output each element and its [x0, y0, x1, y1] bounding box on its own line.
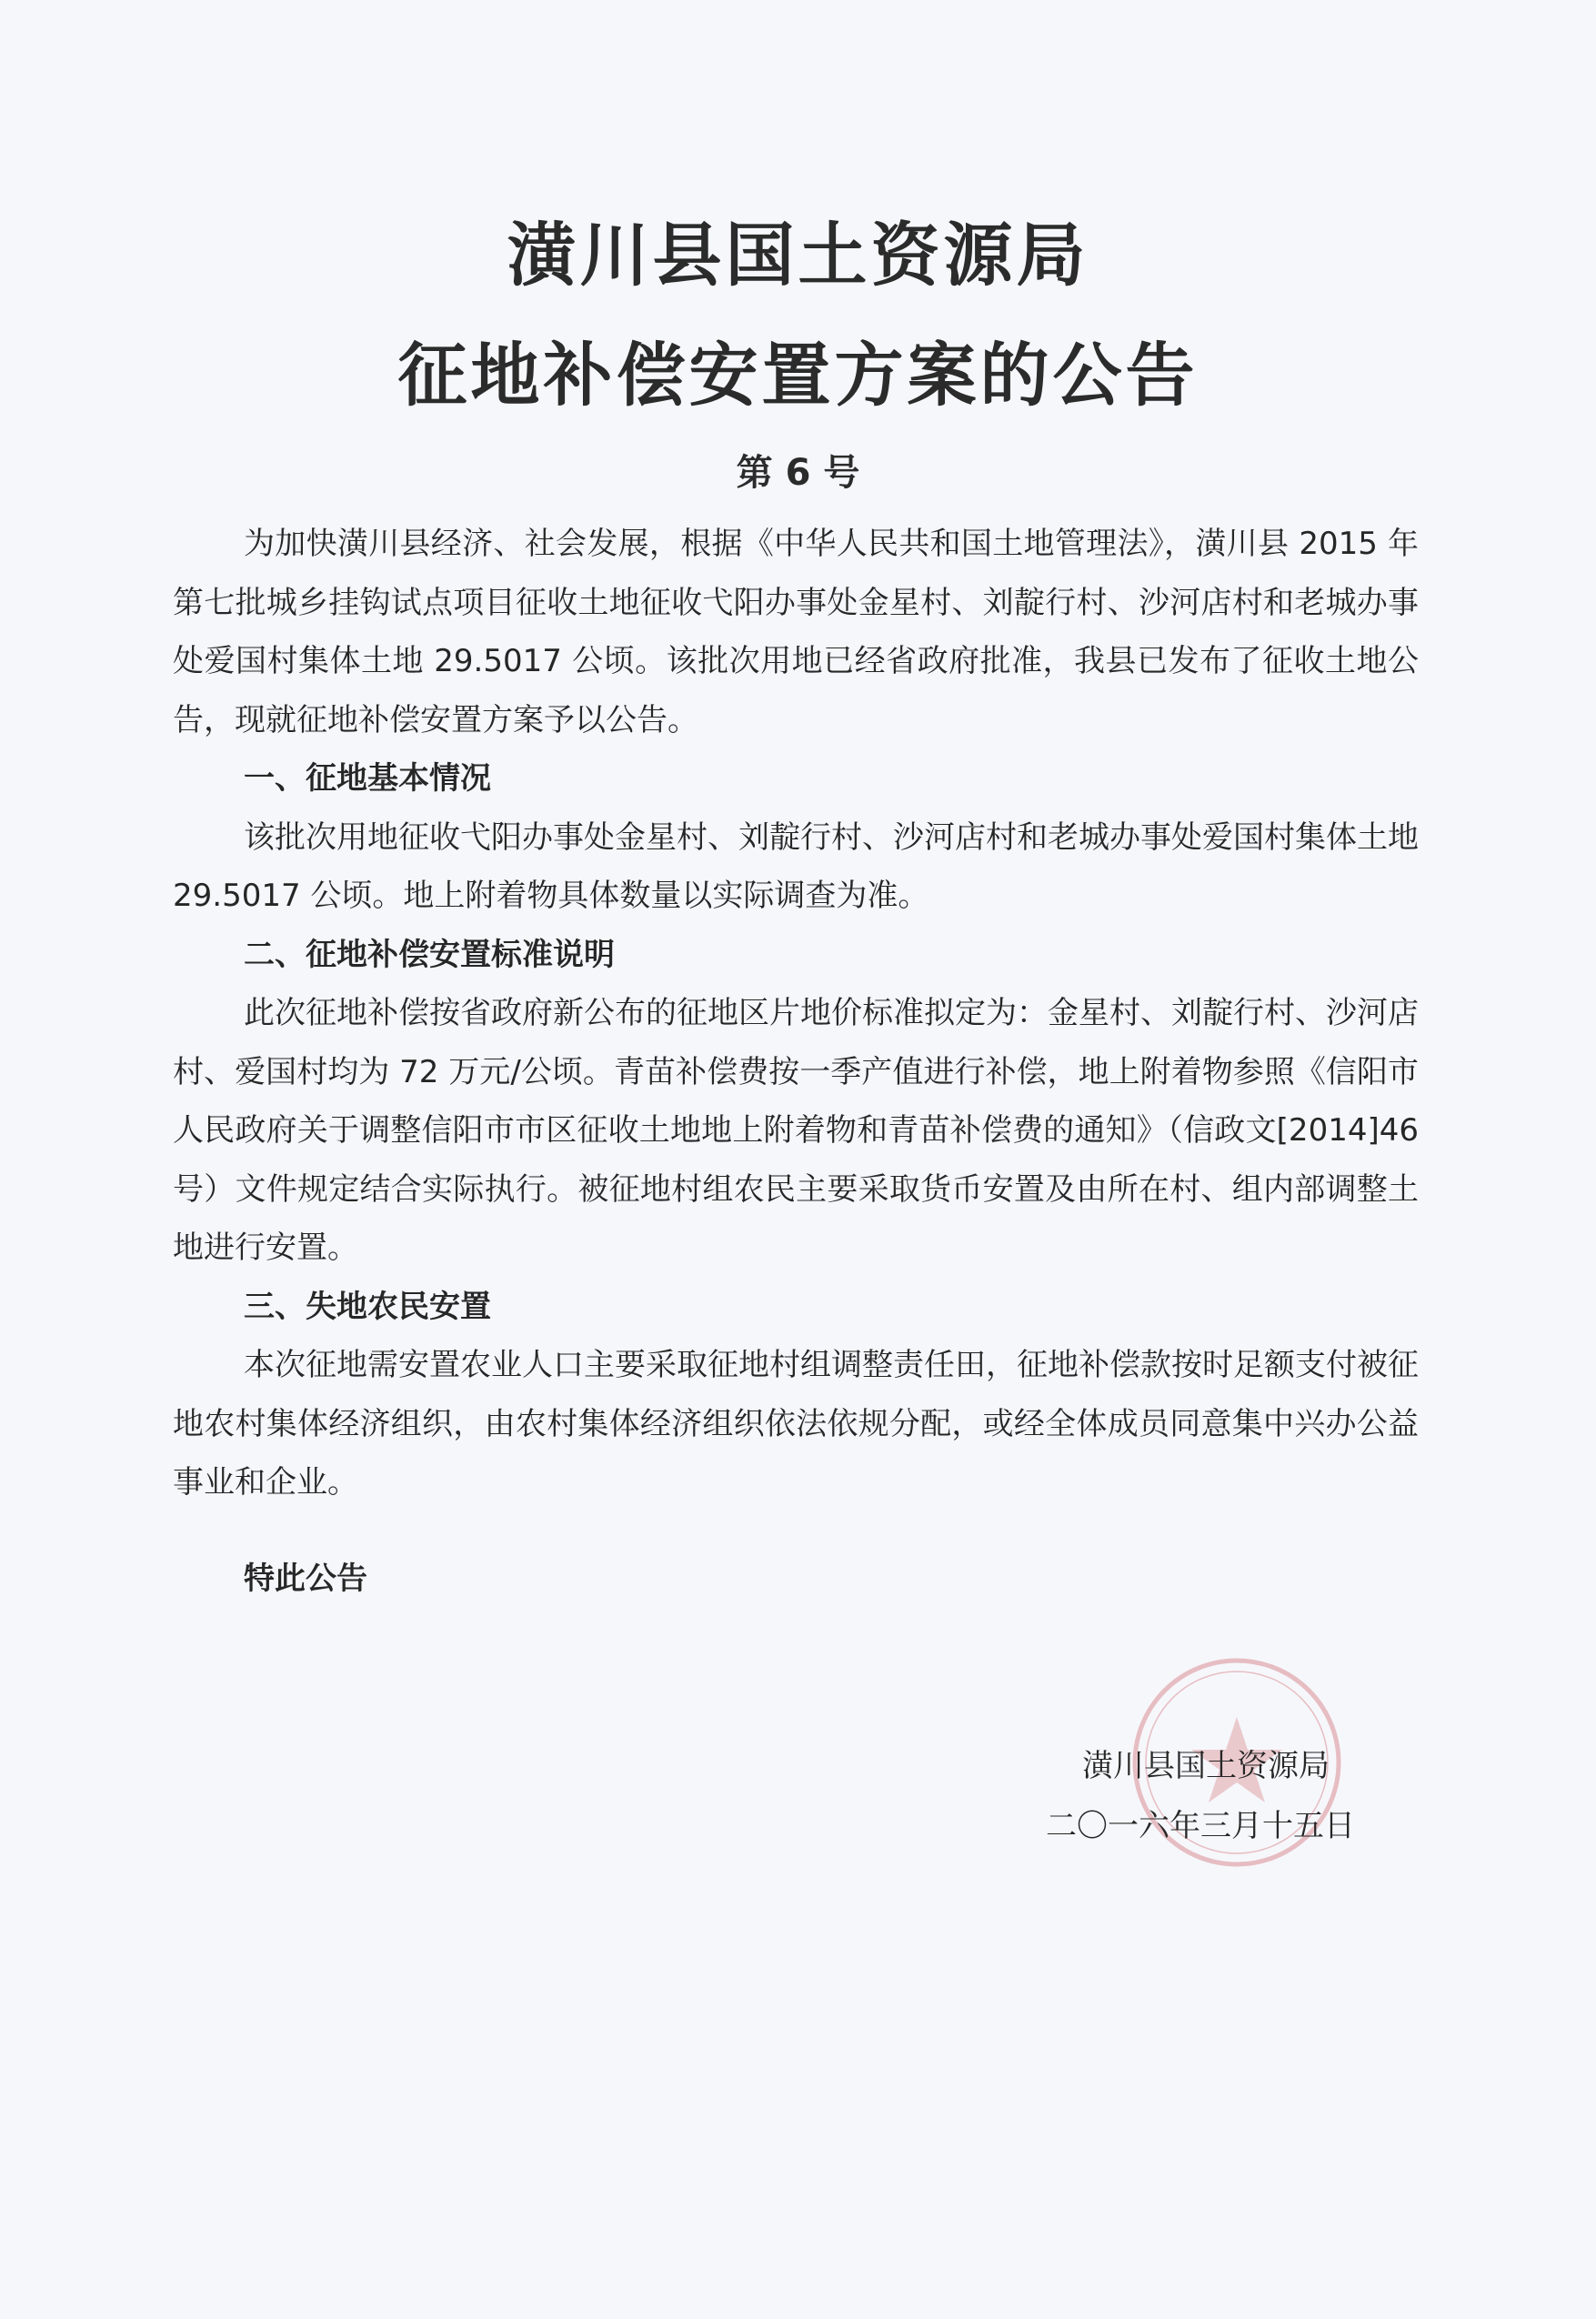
document-body	[173, 515, 1419, 1512]
section-1-heading: 一、征地基本情况	[244, 760, 491, 797]
section-2-heading: 二、征地补偿安置标准说明	[244, 936, 615, 973]
section-1-text: 该批次用地征收弋阳办事处金星村、刘靛行村、沙河店村和老城办事处爱国村集体土地 29.5017 公顷。地上附着物具体数量以实际调查为准。	[173, 818, 1419, 914]
section-3-heading: 三、失地农民安置	[244, 1288, 491, 1325]
title-line-2: 征地补偿安置方案的公告	[397, 335, 1199, 416]
document-number: 第 6 号	[736, 452, 860, 494]
title-line-1: 潢川县国土资源局	[507, 215, 1089, 296]
closing-statement: 特此公告	[244, 1561, 367, 1597]
signature-date: 二〇一六年三月十五日	[1046, 1808, 1355, 1844]
signature-organization: 潢川县国土资源局	[1082, 1748, 1330, 1784]
section-2-text: 此次征地补偿按省政府新公布的征地区片地价标准拟定为：金星村、刘靛行村、沙河店村、爱国村均为 72 万元/公顷。青苗补偿费按一季产值进行补偿，地上附着物参照《信阳市人民政府关于调整信阳市市区征收土地地上附着物和青苗补偿费的通知》（信政文[2014]46 号）文件规定结合实际执行。被征地村组农民主要采取货币安置及由所在村、组内部调整土地进行安置。	[173, 995, 1419, 1266]
intro-paragraph: 为加快潢川县经济、社会发展，根据《中华人民共和国土地管理法》，潢川县 2015 年第七批城乡挂钩试点项目征收土地征收弋阳办事处金星村、刘靛行村、沙河店村和老城办事处爱国村集体土地 29.5017 公顷。该批次用地已经省政府批准，我县已发布了征收土地公告，现就征地补偿安置方案予以公告。	[173, 526, 1419, 738]
section-3-text: 本次征地需安置农业人口主要采取征地村组调整责任田，征地补偿款按时足额支付被征地农村集体经济组织，由农村集体经济组织依法依规分配，或经全体成员同意集中兴办公益事业和企业。	[173, 1347, 1419, 1501]
